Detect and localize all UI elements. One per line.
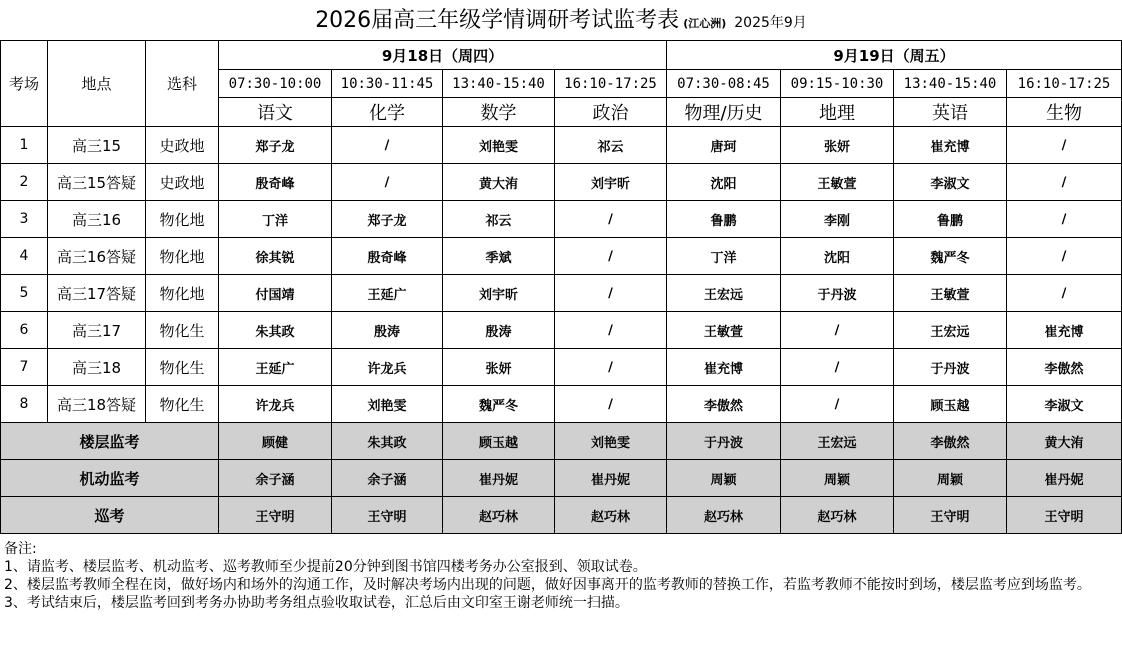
summary-cell: 顾玉越 bbox=[443, 423, 555, 460]
session-time: 13:40-15:40 bbox=[443, 70, 555, 98]
header-location: 地点 bbox=[48, 41, 146, 127]
summary-cell: 王守明 bbox=[219, 497, 332, 534]
title-campus: (江心洲) bbox=[683, 17, 727, 30]
title-main: 2026届高三年级学情调研考试监考表 bbox=[315, 8, 680, 33]
proctor-cell: 朱其政 bbox=[219, 312, 332, 349]
exam-room-option: 物化生 bbox=[146, 349, 219, 386]
table-row bbox=[1, 312, 1122, 349]
proctor-cell: 郑子龙 bbox=[332, 201, 443, 238]
proctor-cell: 沈阳 bbox=[667, 164, 781, 201]
summary-row bbox=[1, 423, 1122, 460]
note-item: 1、请监考、楼层监考、机动监考、巡考教师至少提前20分钟到图书馆四楼考务办公室报到、领取试卷。 bbox=[4, 559, 647, 575]
proctor-cell: 许龙兵 bbox=[219, 386, 332, 423]
session-time: 16:10-17:25 bbox=[555, 70, 667, 98]
proctor-cell: 王敏萱 bbox=[781, 164, 894, 201]
session-subject: 数学 bbox=[443, 98, 555, 127]
proctor-cell: 王延广 bbox=[219, 349, 332, 386]
proctor-cell: / bbox=[555, 349, 667, 386]
summary-cell: 王守明 bbox=[332, 497, 443, 534]
proctor-cell: 崔充博 bbox=[1007, 312, 1122, 349]
proctor-cell: 许龙兵 bbox=[332, 349, 443, 386]
exam-room-number: 4 bbox=[1, 238, 48, 275]
exam-room-number: 2 bbox=[1, 164, 48, 201]
proctor-cell: 于丹波 bbox=[894, 349, 1007, 386]
session-subject: 化学 bbox=[332, 98, 443, 127]
proctor-cell: 鲁鹏 bbox=[667, 201, 781, 238]
proctor-cell: 沈阳 bbox=[781, 238, 894, 275]
summary-cell: 周颖 bbox=[894, 460, 1007, 497]
session-subject: 语文 bbox=[219, 98, 332, 127]
table-row bbox=[1, 164, 1122, 201]
proctor-cell: / bbox=[1007, 201, 1122, 238]
proctor-cell: 祁云 bbox=[555, 127, 667, 164]
summary-cell: 赵巧林 bbox=[667, 497, 781, 534]
exam-room-number: 5 bbox=[1, 275, 48, 312]
proctor-cell: 王延广 bbox=[332, 275, 443, 312]
exam-room-number: 8 bbox=[1, 386, 48, 423]
session-time: 09:15-10:30 bbox=[781, 70, 894, 98]
exam-room-option: 史政地 bbox=[146, 127, 219, 164]
page-title bbox=[0, 0, 1122, 40]
summary-cell: 于丹波 bbox=[667, 423, 781, 460]
proctor-cell: 鲁鹏 bbox=[894, 201, 1007, 238]
proctor-cell: / bbox=[1007, 275, 1122, 312]
session-subject: 物理/历史 bbox=[667, 98, 781, 127]
summary-cell: 崔丹妮 bbox=[555, 460, 667, 497]
proctor-cell: 王宏远 bbox=[894, 312, 1007, 349]
proctor-cell: / bbox=[781, 349, 894, 386]
header-day-2: 9月19日（周五） bbox=[667, 41, 1122, 70]
proctor-cell: / bbox=[1007, 127, 1122, 164]
exam-room-location: 高三17答疑 bbox=[48, 275, 146, 312]
proctor-cell: 王敏萱 bbox=[667, 312, 781, 349]
summary-cell: 赵巧林 bbox=[555, 497, 667, 534]
proctor-cell: 于丹波 bbox=[781, 275, 894, 312]
exam-room-number: 1 bbox=[1, 127, 48, 164]
session-time: 13:40-15:40 bbox=[894, 70, 1007, 98]
proctor-cell: / bbox=[781, 312, 894, 349]
session-subject: 地理 bbox=[781, 98, 894, 127]
proctor-cell: / bbox=[555, 312, 667, 349]
summary-cell: 崔丹妮 bbox=[443, 460, 555, 497]
summary-cell: 余子涵 bbox=[332, 460, 443, 497]
exam-room-location: 高三15答疑 bbox=[48, 164, 146, 201]
summary-row bbox=[1, 497, 1122, 534]
summary-cell: 刘艳雯 bbox=[555, 423, 667, 460]
header-exam-room: 考场 bbox=[1, 41, 48, 127]
summary-label: 机动监考 bbox=[1, 460, 219, 497]
notes-heading: 备注: bbox=[4, 541, 37, 557]
exam-room-option: 物化生 bbox=[146, 312, 219, 349]
proctor-cell: 刘宇昕 bbox=[443, 275, 555, 312]
exam-room-location: 高三18答疑 bbox=[48, 386, 146, 423]
proctor-cell: 徐其锐 bbox=[219, 238, 332, 275]
proctor-cell: 刘宇昕 bbox=[555, 164, 667, 201]
proctor-cell: 殷涛 bbox=[332, 312, 443, 349]
session-subject: 英语 bbox=[894, 98, 1007, 127]
proctor-cell: / bbox=[555, 275, 667, 312]
proctor-cell: 季斌 bbox=[443, 238, 555, 275]
exam-room-location: 高三17 bbox=[48, 312, 146, 349]
summary-cell: 赵巧林 bbox=[781, 497, 894, 534]
proctor-cell: 祁云 bbox=[443, 201, 555, 238]
session-subject: 政治 bbox=[555, 98, 667, 127]
table-row bbox=[1, 127, 1122, 164]
summary-cell: 朱其政 bbox=[332, 423, 443, 460]
proctor-table bbox=[0, 40, 1122, 534]
summary-cell: 王守明 bbox=[1007, 497, 1122, 534]
header-day-1: 9月18日（周四） bbox=[219, 41, 667, 70]
proctor-cell: 殷涛 bbox=[443, 312, 555, 349]
exam-room-option: 物化生 bbox=[146, 386, 219, 423]
exam-room-location: 高三18 bbox=[48, 349, 146, 386]
table-row bbox=[1, 201, 1122, 238]
summary-cell: 周颖 bbox=[667, 460, 781, 497]
proctor-cell: 张妍 bbox=[443, 349, 555, 386]
summary-cell: 李傲然 bbox=[894, 423, 1007, 460]
proctor-cell: 刘艳雯 bbox=[332, 386, 443, 423]
proctor-cell: 王敏萱 bbox=[894, 275, 1007, 312]
proctor-cell: 郑子龙 bbox=[219, 127, 332, 164]
proctor-cell: 李淑文 bbox=[1007, 386, 1122, 423]
proctor-cell: 魏严冬 bbox=[894, 238, 1007, 275]
notes bbox=[4, 540, 1120, 612]
proctor-cell: 顾玉越 bbox=[894, 386, 1007, 423]
exam-room-option: 物化地 bbox=[146, 275, 219, 312]
proctor-cell: 丁洋 bbox=[219, 201, 332, 238]
proctor-cell: 丁洋 bbox=[667, 238, 781, 275]
note-item: 3、考试结束后，楼层监考回到考务办协助考务组点验收取试卷，汇总后由文印室王谢老师统一扫描。 bbox=[4, 595, 629, 611]
exam-room-number: 7 bbox=[1, 349, 48, 386]
session-time: 07:30-10:00 bbox=[219, 70, 332, 98]
proctor-cell: 崔充博 bbox=[667, 349, 781, 386]
summary-cell: 顾健 bbox=[219, 423, 332, 460]
summary-label: 楼层监考 bbox=[1, 423, 219, 460]
proctor-cell: / bbox=[1007, 238, 1122, 275]
exam-room-number: 6 bbox=[1, 312, 48, 349]
table-row bbox=[1, 386, 1122, 423]
table-row bbox=[1, 238, 1122, 275]
exam-room-option: 物化地 bbox=[146, 201, 219, 238]
proctor-cell: / bbox=[555, 386, 667, 423]
summary-cell: 王宏远 bbox=[781, 423, 894, 460]
summary-cell: 赵巧林 bbox=[443, 497, 555, 534]
proctor-cell: / bbox=[555, 201, 667, 238]
exam-room-location: 高三16 bbox=[48, 201, 146, 238]
exam-room-number: 3 bbox=[1, 201, 48, 238]
summary-label: 巡考 bbox=[1, 497, 219, 534]
exam-room-location: 高三15 bbox=[48, 127, 146, 164]
proctor-cell: 付国靖 bbox=[219, 275, 332, 312]
summary-cell: 余子涵 bbox=[219, 460, 332, 497]
proctor-cell: 李刚 bbox=[781, 201, 894, 238]
proctor-cell: 李淑文 bbox=[894, 164, 1007, 201]
header-option: 选科 bbox=[146, 41, 219, 127]
summary-cell: 王守明 bbox=[894, 497, 1007, 534]
proctor-cell: 李傲然 bbox=[1007, 349, 1122, 386]
proctor-cell: 崔充博 bbox=[894, 127, 1007, 164]
session-time: 16:10-17:25 bbox=[1007, 70, 1122, 98]
table-row bbox=[1, 349, 1122, 386]
proctor-cell: 黄大洧 bbox=[443, 164, 555, 201]
proctor-cell: 李傲然 bbox=[667, 386, 781, 423]
proctor-cell: / bbox=[555, 238, 667, 275]
note-item: 2、楼层监考教师全程在岗，做好场内和场外的沟通工作，及时解决考场内出现的问题，做好因事离开的监考教师的替换工作，若监考教师不能按时到场，楼层监考应到场监考。 bbox=[4, 577, 1091, 593]
title-date: 2025年9月 bbox=[734, 15, 807, 31]
proctor-cell: / bbox=[781, 386, 894, 423]
proctor-cell: 王宏远 bbox=[667, 275, 781, 312]
proctor-cell: 殷奇峰 bbox=[332, 238, 443, 275]
proctor-cell: / bbox=[332, 164, 443, 201]
summary-row bbox=[1, 460, 1122, 497]
session-time: 10:30-11:45 bbox=[332, 70, 443, 98]
session-subject: 生物 bbox=[1007, 98, 1122, 127]
proctor-cell: / bbox=[332, 127, 443, 164]
table-row bbox=[1, 275, 1122, 312]
proctor-cell: 张妍 bbox=[781, 127, 894, 164]
exam-room-option: 史政地 bbox=[146, 164, 219, 201]
proctor-cell: 魏严冬 bbox=[443, 386, 555, 423]
summary-cell: 崔丹妮 bbox=[1007, 460, 1122, 497]
proctor-cell: 唐珂 bbox=[667, 127, 781, 164]
proctor-cell: / bbox=[1007, 164, 1122, 201]
exam-room-option: 物化地 bbox=[146, 238, 219, 275]
summary-cell: 黄大洧 bbox=[1007, 423, 1122, 460]
proctor-cell: 刘艳雯 bbox=[443, 127, 555, 164]
exam-room-location: 高三16答疑 bbox=[48, 238, 146, 275]
session-time: 07:30-08:45 bbox=[667, 70, 781, 98]
summary-cell: 周颖 bbox=[781, 460, 894, 497]
proctor-cell: 殷奇峰 bbox=[219, 164, 332, 201]
